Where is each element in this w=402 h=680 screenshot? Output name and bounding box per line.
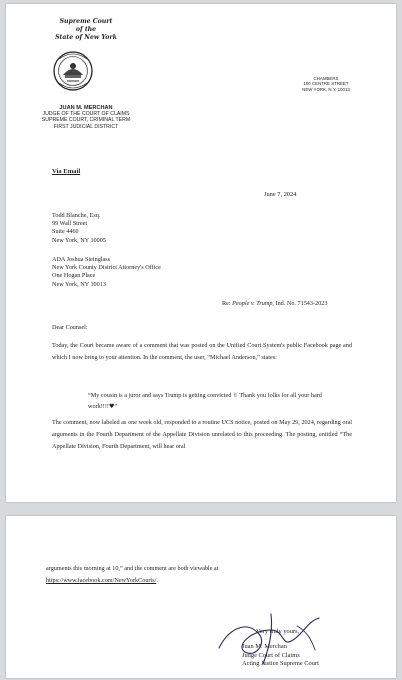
salutation: Dear Counsel:: [52, 324, 88, 331]
facebook-link[interactable]: https://www.facebook.com/NewYorkCourts/: [46, 577, 157, 584]
quote-close: ”: [114, 403, 118, 410]
chambers-address: [286, 76, 366, 92]
court-line: of the: [75, 26, 97, 33]
judge-letterhead: [24, 105, 148, 130]
continuation-paragraph: [46, 563, 346, 587]
court-line: State of New York: [55, 34, 117, 41]
address-line: New York, NY 10005: [52, 236, 106, 244]
address-line: New York, NY 10013: [52, 280, 106, 288]
letter-page-2: [6, 516, 396, 678]
judge-title: SUPREME COURT, CRIMINAL TERM: [41, 117, 131, 124]
heart-icon: ♥: [108, 403, 115, 410]
letter-page-1: [6, 4, 396, 502]
address-line: Suite 4460: [52, 228, 79, 236]
quote-text: Thank you folks for all your hard work!!!!: [88, 392, 322, 410]
address-line: Todd Blanche, Esq.: [52, 212, 101, 219]
recipient-address: [52, 256, 161, 289]
recipient-address: [52, 212, 106, 245]
peace-hand-icon: ✌: [232, 392, 238, 399]
state-seal-icon: [53, 51, 93, 91]
closing: Very truly yours,: [256, 628, 300, 635]
judge-name: JUAN M. MERCHAN: [59, 105, 113, 111]
address-line: 99 Wall Street: [52, 220, 88, 228]
continuation-text: arguments this morning at 10,” and the comment are both viewable at: [46, 565, 219, 572]
re-prefix: Re:: [222, 300, 233, 307]
via-email: Via Email: [52, 168, 81, 175]
quote-text: “My cousin is a juror and says Trump is getting convicted: [88, 392, 232, 399]
signer-name: Juan M. Merchan: [242, 643, 287, 650]
chambers-line: 100 CENTRE STREET: [303, 81, 349, 87]
address-line: ADA Joshua Steinglass: [52, 256, 111, 263]
signer-title: Acting Justice Supreme Court: [242, 660, 319, 668]
signer-title: Judge Court of Claims: [242, 651, 300, 659]
case-name: People v. Trump: [232, 300, 273, 307]
court-line: Supreme Court: [59, 18, 113, 25]
quoted-comment: [88, 390, 324, 412]
judge-title: JUDGE OF THE COURT OF CLAIMS: [42, 111, 130, 118]
body-paragraph: Today, the Court became aware of a comment that was posted on the Unified Court System's public Facebook page and which I now bring to your attention. In the comment, the user, “Michael Anderson,” states:: [52, 342, 352, 361]
court-name: [36, 18, 136, 42]
chambers-line: NEW YORK, N.Y. 10013: [302, 86, 350, 92]
chambers-line: CHAMBERS: [313, 76, 339, 81]
link-suffix: .: [156, 577, 158, 584]
body-paragraph: The comment, now labeled as one week old, responded to a routine UCS notice, posted on May 29, 2024, regarding oral arguments in the Fourth Department of the Appellate Division unrelated to this proceeding. The posting, entitled “The Appellate Division, Fourth Department, will hear oral: [52, 419, 352, 450]
letter-date: June 7, 2024: [264, 191, 297, 198]
address-line: One Hogan Place: [52, 272, 96, 280]
signature-block: [242, 643, 319, 669]
judge-title: FIRST JUDICIAL DISTRICT: [53, 123, 119, 130]
address-line: New York County District Attorney's Office: [52, 264, 161, 272]
indictment-number: , Ind. No. 71543-2023: [272, 300, 328, 307]
re-line: [222, 300, 327, 307]
